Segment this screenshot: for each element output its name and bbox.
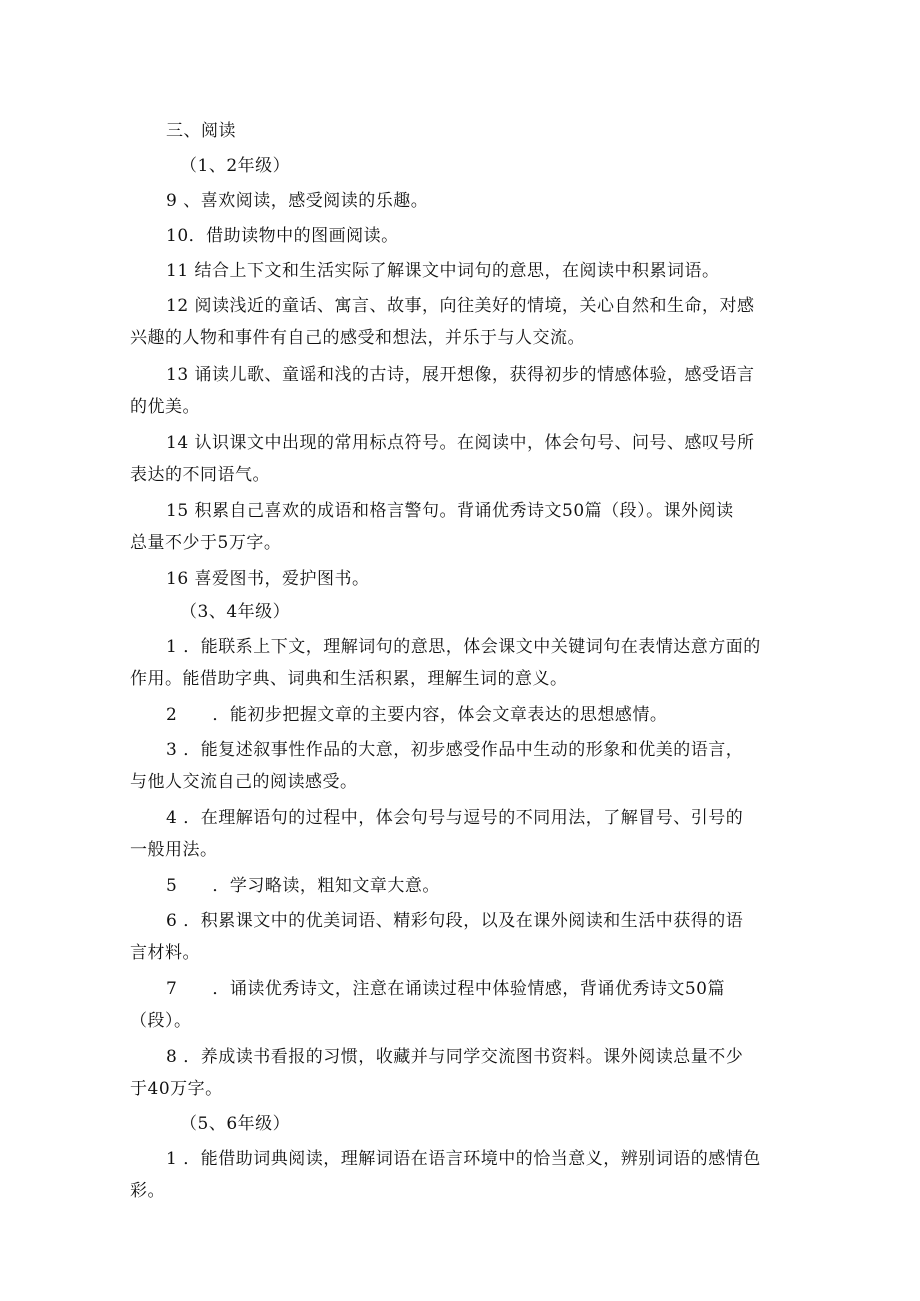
- reading-item-continuation: 言材料。: [130, 943, 200, 963]
- reading-item: 7 ．诵读优秀诗文，注意在诵读过程中体验情感，背诵优秀诗文50篇: [166, 979, 725, 999]
- grade-label: （3、4年级）: [180, 602, 291, 622]
- reading-item: 12 阅读浅近的童话、寓言、故事，向往美好的情境，关心自然和生命，对感: [166, 296, 755, 316]
- reading-item: 3 ．能复述叙事性作品的大意，初步感受作品中生动的形象和优美的语言，: [166, 740, 744, 760]
- reading-item-continuation: 的优美。: [130, 397, 200, 417]
- reading-item: 4 ．在理解语句的过程中，体会句号与逗号的不同用法，了解冒号、引号的: [166, 808, 744, 828]
- reading-item: 9 、喜欢阅读，感受阅读的乐趣。: [166, 191, 429, 211]
- reading-item: 14 认识课文中出现的常用标点符号。在阅读中，体会句号、问号、感叹号所: [166, 433, 755, 453]
- reading-item-continuation: 彩。: [130, 1181, 165, 1201]
- grade-label: （1、2年级）: [180, 156, 291, 176]
- reading-item: 13 诵读儿歌、童谣和浅的古诗，展开想像，获得初步的情感体验，感受语言: [166, 365, 755, 385]
- reading-item-continuation: 作用。能借助字典、词典和生活积累，理解生词的意义。: [130, 669, 568, 689]
- reading-item-continuation: 与他人交流自己的阅读感受。: [130, 772, 358, 792]
- reading-item-continuation: 一般用法。: [130, 840, 218, 860]
- reading-item: 10．借助读物中的图画阅读。: [166, 226, 399, 246]
- reading-item: 1 ．能联系上下文，理解词句的意思，体会课文中关键词句在表情达意方面的: [166, 637, 761, 657]
- reading-item-continuation: 于40万字。: [130, 1079, 223, 1099]
- reading-item: 6 ．积累课文中的优美词语、精彩句段，以及在课外阅读和生活中获得的语: [166, 911, 744, 931]
- reading-item-continuation: （段）。: [130, 1011, 192, 1031]
- reading-item: 5 ．学习略读，粗知文章大意。: [166, 876, 440, 896]
- reading-item-continuation: 表达的不同语气。: [130, 465, 270, 485]
- reading-item-continuation: 兴趣的人物和事件有自己的感受和想法，并乐于与人交流。: [130, 328, 585, 348]
- reading-item: 11 结合上下文和生活实际了解课文中词句的意思，在阅读中积累词语。: [166, 261, 720, 281]
- reading-item: 1 ．能借助词典阅读，理解词语在语言环境中的恰当意义，辨别词语的感情色: [166, 1149, 761, 1169]
- reading-item: 2 ．能初步把握文章的主要内容，体会文章表达的思想感情。: [166, 705, 668, 725]
- reading-item: 15 积累自己喜欢的成语和格言警句。背诵优秀诗文50篇（段）。课外阅读: [166, 501, 734, 521]
- grade-label: （5、6年级）: [180, 1114, 291, 1134]
- reading-item: 8 ．养成读书看报的习惯，收藏并与同学交流图书资料。课外阅读总量不少: [166, 1047, 744, 1067]
- reading-item-continuation: 总量不少于5万字。: [130, 533, 282, 553]
- section-heading: 三、阅读: [166, 121, 236, 141]
- reading-item: 16 喜爱图书，爱护图书。: [166, 569, 370, 589]
